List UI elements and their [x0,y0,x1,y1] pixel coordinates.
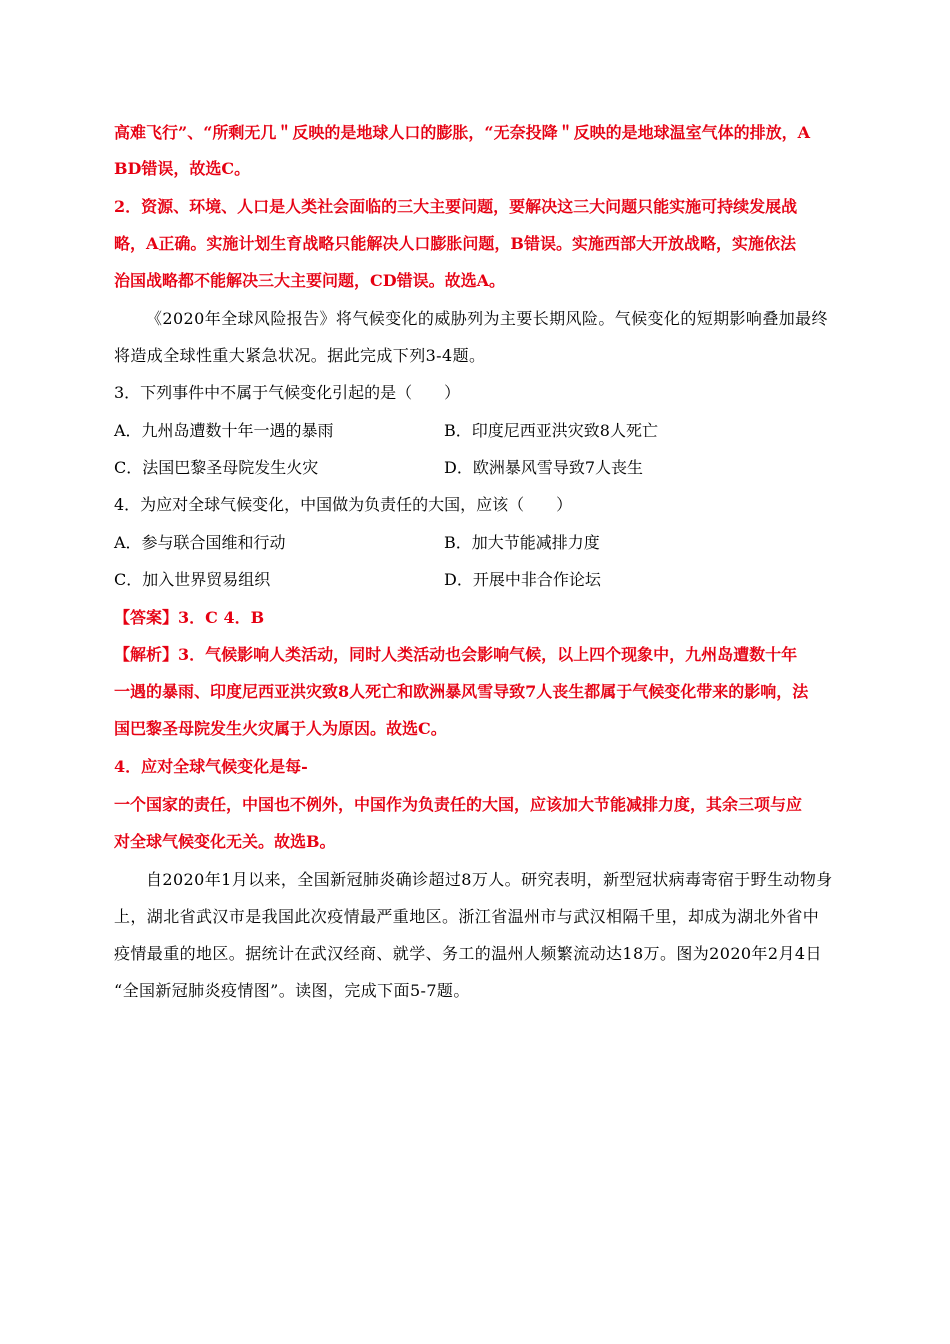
analysis-line-2: 一遇的暴雨、印度尼西亚洪灾致8人死亡和欧洲暴风雪导致7人丧生都属于气候变化带来的影响，法 [114,682,809,701]
passage-1-line-1: 《2020年全球风险报告》将气候变化的威胁列为主要长期风险。气候变化的短期影响叠加最终 [146,309,828,328]
passage-2-line-1: 自2020年1月以来，全国新冠肺炎确诊超过8万人。研究表明，新型冠状病毒寄宿于野生动物身 [146,870,833,889]
passage-1-line-2: 将造成全球性重大紧急状况。据此完成下列3-4题。 [114,346,486,365]
explanation-2-line-1: 2．资源、环境、人口是人类社会面临的三大主要问题，要解决这三大问题只能实施可持续发展战 [114,197,798,216]
explanation-2-line-2: 略，A正确。实施计划生育战略只能解决人口膨胀问题，B错误。实施西部大开放战略，实施依法 [114,234,796,253]
question-4-option-b: B．加大节能减排力度 [444,533,600,552]
explanation-2-line-3: 治国战略都不能解决三大主要问题，CD错误。故选A。 [114,271,506,290]
analysis-line-1: 【解析】3．气候影响人类活动，同时人类活动也会影响气候，以上四个现象中，九州岛遭数十年 [114,645,798,664]
question-4-option-d: D．开展中非合作论坛 [444,570,601,589]
question-3-option-c: C．法国巴黎圣母院发生火灾 [114,458,319,477]
question-4-option-c: C．加入世界贸易组织 [114,570,271,589]
analysis-line-3: 国巴黎圣母院发生火灾属于人为原因。故选C。 [114,719,447,738]
question-3-option-d: D．欧洲暴风雪导致7人丧生 [444,458,644,477]
question-4-option-a: A．参与联合国维和行动 [114,533,286,552]
answer-line: 【答案】3．C 4．B [114,608,265,627]
question-3-option-b: B．印度尼西亚洪灾致8人死亡 [444,421,658,440]
explanation-prev-line-1: 高难飞行”、“所剩无几＂反映的是地球人口的膨胀，“无奈投降＂反映的是地球温室气体的排放，A [114,123,811,142]
question-4-stem: 4．为应对全球气候变化，中国做为负责任的大国，应该（ ） [114,495,573,514]
question-3-stem: 3．下列事件中不属于气候变化引起的是（ ） [114,383,461,402]
passage-2-line-3: 疫情最重的地区。据统计在武汉经商、就学、务工的温州人频繁流动达18万。图为2020年2月4日 [114,944,822,963]
question-3-option-a: A．九州岛遭数十年一遇的暴雨 [114,421,334,440]
passage-2-line-4: “全国新冠肺炎疫情图”。读图，完成下面5-7题。 [114,981,470,1000]
analysis-line-4: 4．应对全球气候变化是每- [114,757,308,776]
analysis-line-6: 对全球气候变化无关。故选B。 [114,832,336,851]
passage-2-line-2: 上，湖北省武汉市是我国此次疫情最严重地区。浙江省温州市与武汉相隔千里，却成为湖北外省中 [114,907,820,926]
explanation-prev-line-2: BD错误，故选C。 [114,159,251,178]
analysis-line-5: 一个国家的责任，中国也不例外，中国作为负责任的大国，应该加大节能减排力度，其余三项与应 [114,795,803,814]
